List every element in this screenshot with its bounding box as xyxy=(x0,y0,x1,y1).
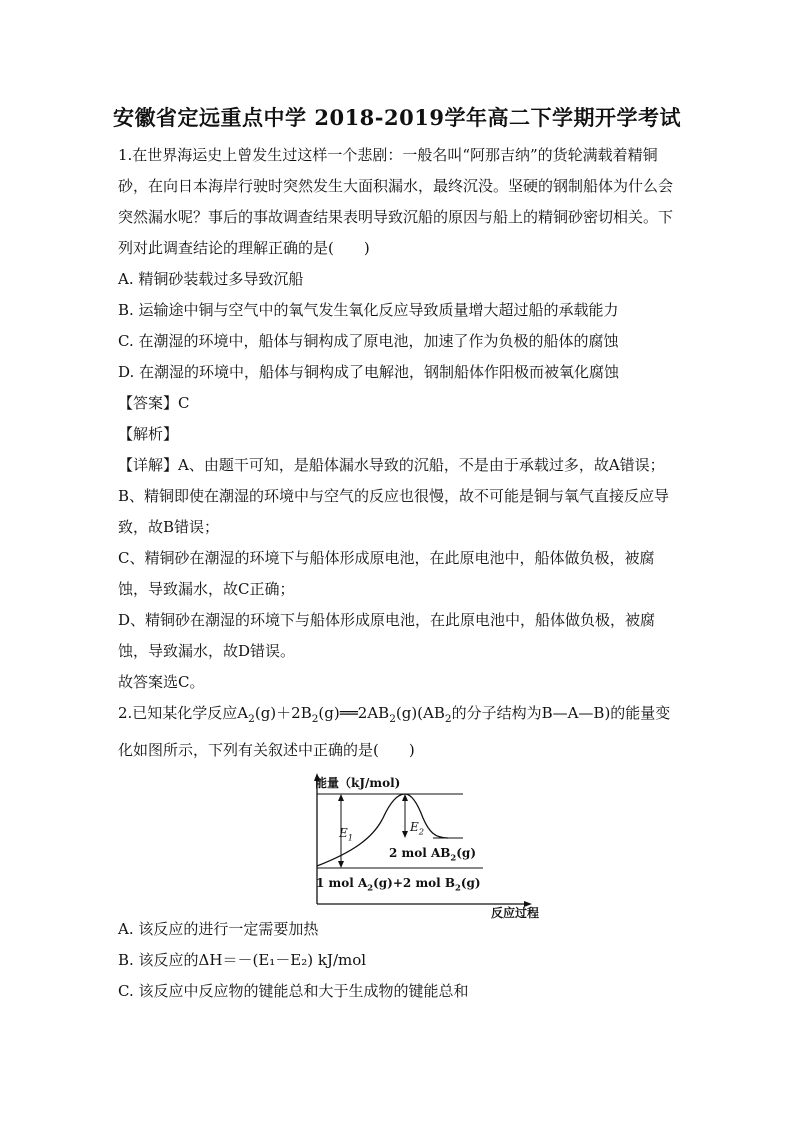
q2-stem-part-4: 的分子结构为B—A—B)的能量变化如图所示，下列有关叙述中正确的是( ) xyxy=(118,704,671,759)
product-text: 2 mol AB xyxy=(389,846,451,860)
q1-detail-c: C、精铜砂在潮湿的环境下与船体形成原电池，在此原电池中，船体做负极，被腐蚀，导致漏水，故C正确； xyxy=(118,549,655,598)
q1-option-b: B. 运输途中铜与空气中的氧气发生氧化反应导致质量增大超过船的承载能力 xyxy=(118,301,619,319)
e1-symbol: E xyxy=(339,826,348,840)
document-title: 安徽省定远重点中学 2018-2019学年高二下学期开学考试 xyxy=(113,105,681,130)
q1-detail-a: 【详解】A、由题干可知，是船体漏水导致的沉船，不是由于承载过多，故A错误； xyxy=(118,456,665,474)
e1-arrow-down xyxy=(338,861,344,868)
q1-option-d: D. 在潮湿的环境中，船体与铜构成了电解池，钢制船体作阳极而被氧化腐蚀 xyxy=(118,363,620,381)
q2-stem xyxy=(118,698,680,766)
q2-sub-4: 2 xyxy=(444,713,452,725)
reactant-subscript-1: 2 xyxy=(367,882,374,893)
reactant-text-2: (g)+2 mol B xyxy=(373,876,456,890)
e2-symbol: E xyxy=(410,820,419,834)
q2-sub-3: 2 xyxy=(389,713,396,725)
q2-option-b: B. 该反应的ΔH＝－(E₁－E₂) kJ/mol xyxy=(118,951,367,969)
q1-option-c: C. 在潮湿的环境中，船体与铜构成了原电池，加速了作为负极的船体的腐蚀 xyxy=(118,332,619,350)
energy-diagram xyxy=(313,772,539,920)
reactant-state: (g) xyxy=(460,876,481,890)
q2-stem-part-1: (g)＋2B xyxy=(254,704,312,722)
reactant-text-1: 1 mol A xyxy=(316,876,368,890)
q2-option-a: A. 该反应的进行一定需要加热 xyxy=(118,920,319,938)
q2-sub-2: 2 xyxy=(311,713,319,725)
e2-arrow-down xyxy=(402,831,408,838)
q2-sub-1: 2 xyxy=(248,713,255,725)
e2-arrow-up xyxy=(402,794,408,801)
q1-detail-b: B、精铜即使在潮湿的环境中与空气的反应也很慢，故不可能是铜与氧气直接反应导致，故B错误； xyxy=(118,487,670,536)
q1-option-a: A. 精铜砂装载过多导致沉船 xyxy=(118,270,304,288)
q2-stem-prefix: 2.已知某化学反应A xyxy=(118,704,249,722)
q1-conclusion: 故答案选C。 xyxy=(118,673,205,691)
e1-subscript: 1 xyxy=(347,832,354,843)
document-body xyxy=(118,140,680,1007)
q2-stem-part-3: (g)(AB xyxy=(395,704,445,722)
q1-detail-d: D、精铜砂在潮湿的环境下与船体形成原电池，在此原电池中，船体做负极，被腐蚀，导致漏水，故D错误。 xyxy=(118,611,656,660)
product-subscript: 2 xyxy=(450,852,457,863)
e1-label xyxy=(339,818,353,853)
reactant-label xyxy=(316,868,481,903)
product-state: (g) xyxy=(456,846,476,860)
q2-option-c: C. 该反应中反应物的键能总和大于生成物的键能总和 xyxy=(118,982,469,1000)
x-axis-label: 反应过程 xyxy=(490,906,539,920)
q1-stem: 1.在世界海运史上曾发生过这样一个悲剧：一般名叫“阿那吉纳”的货轮满载着精铜砂，在向日本海岸行驶时突然发生大面积漏水，最终沉没。坚硬的钢制船体为什么会突然漏水呢？事后的事故调查结果表明导致沉船的原因与船上的精铜砂密切相关。下列对此调查结论的理解正确的是( ) xyxy=(118,146,674,257)
q1-answer: 【答案】C xyxy=(118,394,190,412)
e2-subscript: 2 xyxy=(418,826,425,837)
q2-stem-part-2: (g)══2AB xyxy=(318,704,390,722)
y-axis-label: 能量（kJ/mol) xyxy=(315,776,401,790)
q1-analysis-label: 【解析】 xyxy=(118,425,179,443)
reactant-subscript-2: 2 xyxy=(455,882,461,893)
